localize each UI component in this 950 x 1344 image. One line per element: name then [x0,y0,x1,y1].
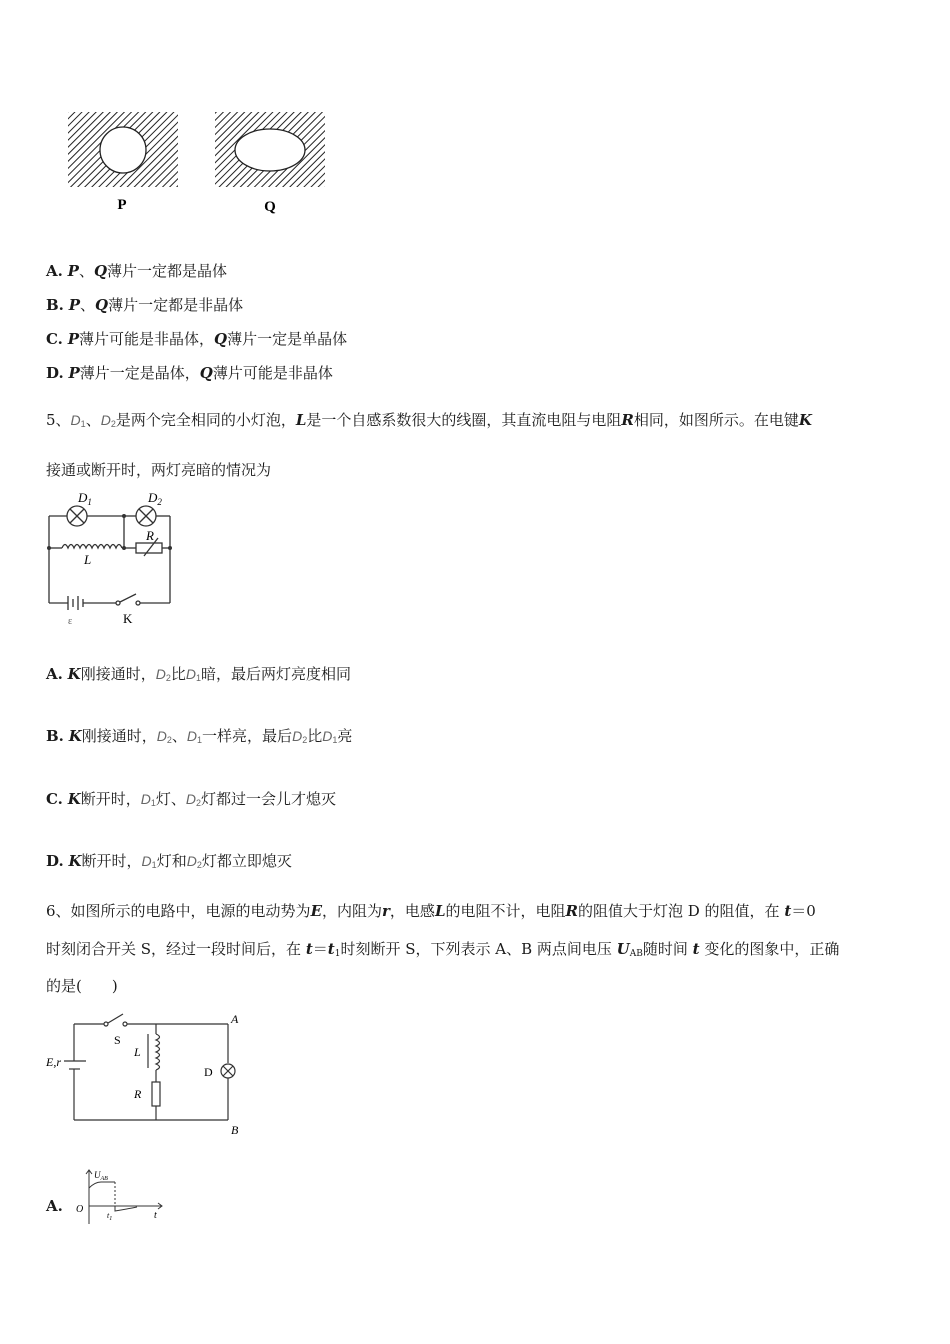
text-run: 薄片一定都是非晶体 [108,296,244,314]
lamp-symbol: D2 [185,791,202,808]
text-run: L [295,411,307,429]
q4-option-b[interactable]: B. P、Q薄片一定都是非晶体 [46,296,244,314]
text-run: Q [199,364,213,382]
text-run: 是两个完全相同的小灯泡， [115,411,296,429]
text-run: 断开时， [80,790,141,808]
lamp-symbol: D2 [100,412,116,429]
text-run: 、 [85,411,101,429]
text-run: 随时间 [642,940,693,958]
text-run: 的电阻不计，电阻 [445,902,566,920]
text-run: 相同，如图所示。在电键 [633,411,799,429]
text-run: Q [93,262,108,280]
text-run: L [434,902,446,920]
svg-text:L: L [134,1045,141,1059]
q5-circuit-diagram [40,488,185,630]
svg-text:O: O [76,1204,84,1215]
svg-text:K: K [123,611,133,626]
text-run: 灯、 [155,790,186,808]
q5-stem-line1: 5、D1、D2是两个完全相同的小灯泡，L是一个自感系数很大的线圈，其直流电阻与电阻R相同，如图所示。在电键K [46,411,812,429]
text-run: K [68,727,82,745]
q6-circuit-diagram [44,1008,249,1136]
text-run: 、 [79,296,95,314]
label-q: Q [264,199,276,215]
q5-stem-line2: 接通或断开时，两灯亮暗的情况为 [46,461,272,479]
text-run: 时刻闭合开关 S，经过一段时间后，在 [46,940,306,958]
lamp-symbol: D1 [140,791,156,808]
lamp-symbol: D2 [156,728,172,745]
text-run: Q [213,330,228,348]
text-run: 刚接通时， [81,727,157,745]
text-run: Q [94,296,109,314]
q6-stem-line1: 6、如图所示的电路中，电源的电动势为E，内阻为r，电感L的电阻不计，电阻R的阻值大于灯泡 D 的阻值，在 t＝0 [46,902,816,920]
svg-text:D: D [204,1065,213,1079]
text-run: 如图所示的电路中，电源的电动势为 [70,902,311,920]
text-run: t [327,940,335,958]
text-run: R [621,411,634,429]
q-sheet [215,112,325,187]
text-run: 薄片可能是非晶体， [78,330,214,348]
q5-option-a[interactable]: A. K刚接通时，D2比D1暗，最后两灯亮度相同 [46,665,352,683]
text-run: 薄片一定都是晶体 [107,262,228,280]
text-run: ＝ [312,940,328,958]
q5-option-d[interactable]: D. K断开时，D1灯和D2灯都立即熄灭 [46,852,292,870]
svg-text:S: S [114,1033,121,1047]
svg-text:ε: ε [68,616,73,627]
text-run: r [382,902,390,920]
lamp-symbol: D1 [186,728,203,745]
text-run: 比 [170,665,186,683]
text-run: 、 [78,262,94,280]
svg-text:R: R [146,528,154,543]
text-run: K [68,852,82,870]
lamp-symbol: D2 [155,666,171,683]
text-run: P [68,364,80,382]
q4-option-a[interactable]: A. P、Q薄片一定都是晶体 [46,262,228,280]
svg-text:L: L [84,552,92,567]
text-run: 薄片一定是晶体， [79,364,200,382]
figure-pq [60,105,340,225]
q5-option-b[interactable]: B. K刚接通时，D2、D1一样亮，最后D2比D1亮 [46,727,353,745]
lamp-symbol: D1 [141,853,157,870]
text-run: 断开时， [81,852,142,870]
text-run: 暗，最后两灯亮度相同 [201,665,352,683]
text-run: t [784,902,792,920]
svg-text:D2: $D_2$ [148,490,162,507]
text-run: P [67,330,79,348]
text-run: 、 [171,727,187,745]
text-run: 薄片可能是非晶体 [212,364,333,382]
text-run: 一样亮，最后 [202,727,293,745]
svg-text:R: R [134,1087,142,1101]
lamp-symbol: D2 [292,728,308,745]
text-run: P [67,262,79,280]
q4-option-c[interactable]: C. P薄片可能是非晶体，Q薄片一定是单晶体 [46,330,348,348]
q6-option-a[interactable]: A. [46,1197,63,1215]
text-run: E [310,902,322,920]
p-sheet [68,112,178,187]
text-run: 比 [307,727,323,745]
text-run: K [67,665,81,683]
lamp-symbol: D1 [322,728,338,745]
svg-text:E,r: E,r [46,1055,61,1069]
text-run: 时刻断开 S，下列表示 A、B 两点间电压 [340,940,617,958]
lamp-symbol: D2 [186,853,202,870]
text-run: 薄片一定是单晶体 [227,330,348,348]
text-run: t [305,940,313,958]
svg-text:UAB: $U_{AB}$ [94,1170,108,1182]
text-run: ，电感 [389,902,435,920]
q6-stem-line2 [46,939,839,964]
text-run: ＝0 [791,902,816,920]
lamp-symbol: D1 [70,412,86,429]
q6-stem-line3: 的是( ) [46,977,118,995]
text-run: 灯都过一会儿才熄灭 [201,790,337,808]
text-run: 亮 [337,727,353,745]
text-run: P [68,296,80,314]
svg-text:D1: $D_1$ [78,490,92,507]
q5-option-c[interactable]: C. K断开时，D1灯、D2灯都过一会儿才熄灭 [46,790,337,808]
text-run: t [692,940,700,958]
text-run: K [67,790,81,808]
text-run: U [616,940,630,958]
text-run: 刚接通时， [80,665,156,683]
text-run: 是一个自感系数很大的线圈，其直流电阻与电阻 [306,411,622,429]
text-run: 的阻值大于灯泡 D 的阻值，在 [577,902,785,920]
text-run: 变化的图象中，正确 [699,940,840,958]
text-run: R [565,902,578,920]
svg-text:A: A [231,1012,239,1026]
text-run: 1 [334,949,341,959]
text-run: AB [629,949,643,959]
text-run: ，内阻为 [322,902,383,920]
label-p: P [117,197,127,213]
text-run: K [798,411,812,429]
text-run: 灯和 [156,852,187,870]
lamp-symbol: D1 [185,666,202,683]
svg-text:t: t [154,1210,157,1221]
q6-option-a-graph [72,1166,172,1228]
text-run: 灯都立即熄灭 [201,852,292,870]
svg-text:B: B [231,1123,239,1136]
svg-text:t1: $t_1$ [107,1211,113,1222]
q4-option-d[interactable]: D. P薄片一定是晶体，Q薄片可能是非晶体 [46,364,333,382]
